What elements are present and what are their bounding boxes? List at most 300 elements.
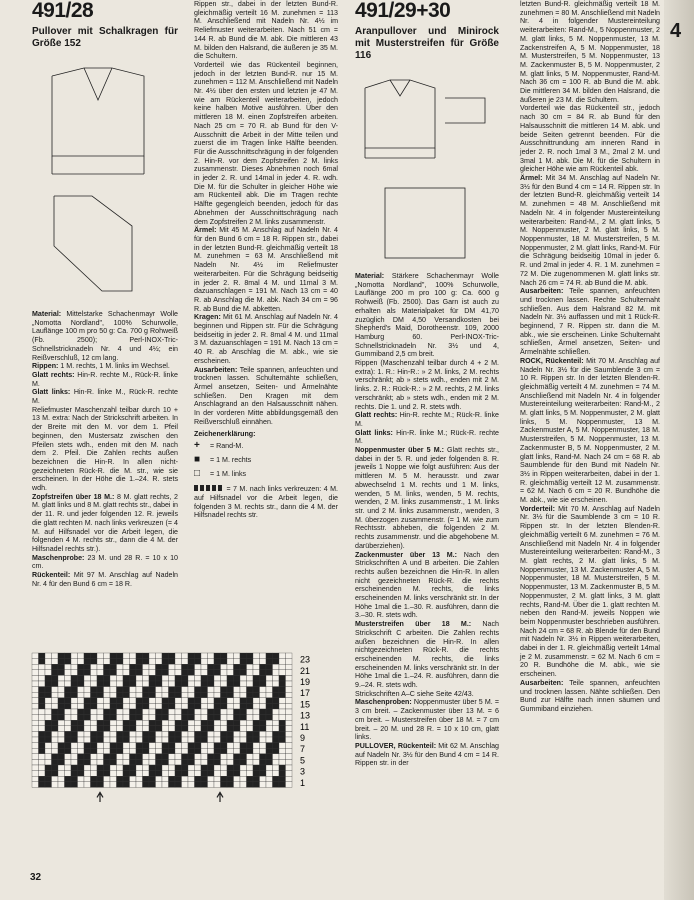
chart-cell xyxy=(84,782,91,788)
chart-cell xyxy=(130,659,137,665)
chart-cell xyxy=(208,743,215,749)
chart-cell xyxy=(52,759,59,765)
chart-cell xyxy=(45,659,52,665)
chart-cell xyxy=(234,776,241,782)
chart-cell xyxy=(65,692,72,698)
chart-cell xyxy=(286,687,293,693)
chart-cell xyxy=(195,771,202,777)
chart-cell xyxy=(84,720,91,726)
chart-cell xyxy=(227,670,234,676)
chart-cell xyxy=(214,731,221,737)
page-edge xyxy=(664,0,694,900)
right-paragraph: Musterstreifen über 18 M.: Nach Strickschrift C arbeiten. Die Zahlen rechts außen bezeichnen die Hin-R. In allen nichtgezeichneten Rück-R. die rechts erscheinenden M. rechts, die links erscheinenden M. links verschränkt str. In der Höhe 1mal die 1.–24. R. ausführen, dann die 9.–24. R. stets wdh. xyxy=(355,620,499,690)
chart-cell xyxy=(156,670,163,676)
chart-cell xyxy=(234,692,241,698)
chart-cell xyxy=(104,726,111,732)
chart-cell xyxy=(162,782,169,788)
chart-cell xyxy=(175,670,182,676)
chart-cell xyxy=(78,748,85,754)
chart-cell xyxy=(136,759,143,765)
chart-cell xyxy=(136,776,143,782)
chart-cell xyxy=(253,675,260,681)
chart-cell xyxy=(136,726,143,732)
chart-cell xyxy=(260,765,267,771)
chart-cell xyxy=(130,703,137,709)
chart-cell xyxy=(104,782,111,788)
chart-cell xyxy=(104,771,111,777)
legend-cable: = 7 M. nach links verkreuzen: 4 M. auf Hilfsnadel vor die Arbeit legen, die folgenden 3 M. rechts str., dann die 4 M. der Hilfsnadel rechts str. xyxy=(194,485,338,520)
chart-cell xyxy=(143,703,150,709)
chart-cell xyxy=(65,737,72,743)
chart-cell xyxy=(110,765,117,771)
chart-cell xyxy=(91,709,98,715)
chart-cell xyxy=(260,782,267,788)
left-paragraph: Material: Mittelstarke Schachenmayr Wolle „Nomotta Nordland", 100% Schurwolle, Lauflänge 100 m pro 50 g: Ca. 700 g Rohweiß (Fb. 2500); Perl-INOX-Tric-Schnellstricknadeln Nr. 4 und 4½; ein Reißverschluß, 12 cm lang. xyxy=(32,310,178,362)
chart-cell xyxy=(78,698,85,704)
chart-cell xyxy=(260,653,267,659)
chart-row-label: 21 xyxy=(300,665,311,676)
chart-cell xyxy=(273,776,280,782)
chart-cell xyxy=(273,782,280,788)
chart-cell xyxy=(182,715,189,721)
chart-cell xyxy=(123,765,130,771)
chart-cell xyxy=(214,675,221,681)
chart-cell xyxy=(117,709,124,715)
chart-cell xyxy=(52,664,59,670)
chart-cell xyxy=(58,776,65,782)
left-paragraph: Rippen: 1 M. rechts, 1 M. links im Wechsel. xyxy=(32,362,170,371)
chart-cell xyxy=(273,759,280,765)
chart-cell xyxy=(130,653,137,659)
chart-cell xyxy=(240,653,247,659)
chart-cell xyxy=(65,731,72,737)
chart-cell xyxy=(214,698,221,704)
chart-cell xyxy=(136,664,143,670)
chart-cell xyxy=(169,675,176,681)
chart-cell xyxy=(214,715,221,721)
chart-cell xyxy=(221,776,228,782)
chart-cell xyxy=(45,681,52,687)
chart-cell xyxy=(279,771,286,777)
chart-cell xyxy=(175,743,182,749)
chart-cell xyxy=(117,771,124,777)
chart-cell xyxy=(58,737,65,743)
chart-cell xyxy=(208,698,215,704)
chart-cell xyxy=(78,726,85,732)
chart-cell xyxy=(65,681,72,687)
chart-cell xyxy=(240,720,247,726)
chart-cell xyxy=(169,720,176,726)
chart-cell xyxy=(169,765,176,771)
chart-row-label: 7 xyxy=(300,744,306,755)
legend-title: Zeichenerklärung: xyxy=(194,430,256,439)
chart-cell xyxy=(266,726,273,732)
chart-cell xyxy=(227,659,234,665)
chart-row-label: 9 xyxy=(300,733,306,743)
chart-cell xyxy=(149,692,156,698)
chart-cell xyxy=(65,659,72,665)
chart-cell xyxy=(143,743,150,749)
chart-cell xyxy=(214,670,221,676)
chart-arrow xyxy=(97,792,103,802)
chart-cell xyxy=(214,771,221,777)
chart-cell xyxy=(52,653,59,659)
chart-cell xyxy=(123,698,130,704)
chart-cell xyxy=(266,687,273,693)
chart-cell xyxy=(273,754,280,760)
chart-cell xyxy=(91,653,98,659)
chart-cell xyxy=(162,726,169,732)
chart-cell xyxy=(208,754,215,760)
chart-cell xyxy=(45,759,52,765)
chart-cell xyxy=(182,670,189,676)
chart-cell xyxy=(136,743,143,749)
chart-cell xyxy=(260,670,267,676)
chart-cell xyxy=(240,759,247,765)
chart-cell xyxy=(130,687,137,693)
chart-cell xyxy=(273,703,280,709)
chart-cell xyxy=(32,731,39,737)
chart-cell xyxy=(84,675,91,681)
chart-cell xyxy=(221,659,228,665)
chart-cell xyxy=(45,782,52,788)
chart-cell xyxy=(188,698,195,704)
chart-cell xyxy=(136,703,143,709)
chart-cell xyxy=(208,726,215,732)
chart-cell xyxy=(52,737,59,743)
chart-cell xyxy=(234,720,241,726)
chart-cell xyxy=(32,771,39,777)
chart-cell xyxy=(188,659,195,665)
chart-cell xyxy=(78,664,85,670)
chart-cell xyxy=(39,720,46,726)
chart-cell xyxy=(234,698,241,704)
chart-cell xyxy=(208,715,215,721)
chart-cell xyxy=(240,776,247,782)
chart-cell xyxy=(266,670,273,676)
chart-cell xyxy=(97,703,104,709)
chart-cell xyxy=(78,765,85,771)
chart-cell xyxy=(195,659,202,665)
chart-cell xyxy=(175,720,182,726)
chart-cell xyxy=(162,653,169,659)
chart-cell xyxy=(182,759,189,765)
legend xyxy=(194,439,338,481)
chart-cell xyxy=(247,653,254,659)
chart-cell xyxy=(110,776,117,782)
chart-cell xyxy=(260,726,267,732)
chart-cell xyxy=(97,715,104,721)
chart-cell xyxy=(123,715,130,721)
chart-cell xyxy=(130,715,137,721)
chart-cell xyxy=(247,709,254,715)
chart-cell xyxy=(130,743,137,749)
chart-cell xyxy=(117,754,124,760)
chart-cell xyxy=(234,687,241,693)
chart-cell xyxy=(253,759,260,765)
chart-cell xyxy=(104,703,111,709)
chart-cell xyxy=(279,776,286,782)
chart-cell xyxy=(195,726,202,732)
chart-cell xyxy=(123,653,130,659)
chart-cell xyxy=(162,765,169,771)
chart-cell xyxy=(84,776,91,782)
chart-cell xyxy=(32,703,39,709)
chart-cell xyxy=(273,687,280,693)
chart-cell xyxy=(240,743,247,749)
chart-cell xyxy=(156,681,163,687)
chart-cell xyxy=(279,703,286,709)
chart-cell xyxy=(117,692,124,698)
chart-cell xyxy=(221,720,228,726)
chart-cell xyxy=(130,726,137,732)
chart-cell xyxy=(227,737,234,743)
chart-cell xyxy=(169,726,176,732)
left-paragraph: Rückenteil: Mit 97 M. Anschlag auf Nadeln Nr. 4 für den Bund 6 cm = 18 R. xyxy=(32,571,178,588)
chart-cell xyxy=(91,681,98,687)
pattern-title-right: Aranpullover und Minirock mit Musterstreifen für Größe 116 xyxy=(355,26,499,61)
chart-cell xyxy=(195,698,202,704)
chart-cell xyxy=(253,726,260,732)
chart-cell xyxy=(195,675,202,681)
chart-cell xyxy=(156,687,163,693)
chart-cell xyxy=(110,715,117,721)
chart-cell xyxy=(253,698,260,704)
chart-cell xyxy=(175,698,182,704)
chart-cell xyxy=(91,731,98,737)
chart-cell xyxy=(32,659,39,665)
chart-cell xyxy=(260,698,267,704)
chart-cell xyxy=(123,692,130,698)
chart-cell xyxy=(45,731,52,737)
middle-paragraph: Ärmel: Mit 45 M. Anschlag auf Nadeln Nr. 4 für den Bund 6 cm = 18 R. Rippen str., dabei in der letzten Bund-R. gleichmäßig verteilt 18 M. zunehmen = 63 M. Anschließend mit Nadeln Nr. 4½ im Reliefmuster weiterarbeiten. Für die Schrägung beidseitig in jeder 2. R. 8mal 4 M. und 11mal 3 M. dazuanschlagen = 191 M. Nach 13 cm = 40 R. ab Anschlag die M. abk. Nach 34 cm = 96 R. ab Bund die M. abketten. xyxy=(194,226,338,313)
chart-cell xyxy=(39,709,46,715)
chart-cell xyxy=(253,653,260,659)
chart-cell xyxy=(169,754,176,760)
chart-cell xyxy=(208,687,215,693)
chart-cell xyxy=(149,720,156,726)
chart-cell xyxy=(247,681,254,687)
chart-cell xyxy=(182,703,189,709)
chart-cell xyxy=(45,670,52,676)
chart-cell xyxy=(58,765,65,771)
chart-cell xyxy=(143,726,150,732)
chart-cell xyxy=(286,664,293,670)
chart-cell xyxy=(162,664,169,670)
chart-row-label: 1 xyxy=(300,777,306,788)
chart-cell xyxy=(65,776,72,782)
chart-cell xyxy=(279,715,286,721)
chart-cell xyxy=(227,771,234,777)
chart-cell xyxy=(143,759,150,765)
far-right-column xyxy=(520,0,660,714)
chart-cell xyxy=(221,698,228,704)
chart-cell xyxy=(32,670,39,676)
knitting-chart xyxy=(30,647,320,802)
chart-cell xyxy=(169,709,176,715)
chart-cell xyxy=(201,664,208,670)
chart-cell xyxy=(143,659,150,665)
chart-cell xyxy=(91,692,98,698)
legend-symbol: + xyxy=(194,439,200,451)
chart-cell xyxy=(175,703,182,709)
chart-row-label: 3 xyxy=(300,766,306,777)
chart-cell xyxy=(227,743,234,749)
chart-cell xyxy=(234,782,241,788)
chart-cell xyxy=(58,720,65,726)
chart-cell xyxy=(84,681,91,687)
chart-cell xyxy=(84,664,91,670)
chart-cell xyxy=(78,771,85,777)
chart-cell xyxy=(221,715,228,721)
chart-cell xyxy=(52,709,59,715)
chart-cell xyxy=(266,715,273,721)
chart-cell xyxy=(201,698,208,704)
chart-cell xyxy=(104,743,111,749)
chart-cell xyxy=(240,681,247,687)
chart-cell xyxy=(117,687,124,693)
chart-cell xyxy=(117,659,124,665)
chart-cell xyxy=(84,754,91,760)
chart-cell xyxy=(78,754,85,760)
chart-cell xyxy=(266,743,273,749)
chart-cell xyxy=(175,709,182,715)
chart-cell xyxy=(149,731,156,737)
chart-cell xyxy=(130,759,137,765)
chart-cell xyxy=(45,743,52,749)
chart-cell xyxy=(117,737,124,743)
chart-cell xyxy=(188,743,195,749)
chart-cell xyxy=(58,698,65,704)
chart-cell xyxy=(39,659,46,665)
chart-cell xyxy=(84,670,91,676)
chart-cell xyxy=(188,720,195,726)
chart-cell xyxy=(78,670,85,676)
chart-cell xyxy=(123,759,130,765)
chart-cell xyxy=(149,703,156,709)
chart-cell xyxy=(123,659,130,665)
far-right-paragraph: Ausarbeiten: Teile spannen, anfeuchten und trocknen lassen. Nähte schließen. Den Bund zur Hälfte nach innen säumen und Gummiband einziehen. xyxy=(520,678,660,713)
chart-cell xyxy=(247,748,254,754)
chart-cell xyxy=(240,765,247,771)
chart-cell xyxy=(266,653,273,659)
chart-cell xyxy=(279,782,286,788)
chart-cell xyxy=(247,726,254,732)
chart-cell xyxy=(208,759,215,765)
chart-cell xyxy=(104,659,111,665)
chart-cell xyxy=(97,670,104,676)
chart-cell xyxy=(71,759,78,765)
chart-cell xyxy=(130,765,137,771)
chart-cell xyxy=(58,782,65,788)
chart-cell xyxy=(97,675,104,681)
chart-cell xyxy=(39,703,46,709)
chart-cell xyxy=(286,692,293,698)
chart-cell xyxy=(110,731,117,737)
chart-cell xyxy=(97,698,104,704)
chart-cell xyxy=(195,754,202,760)
chart-cell xyxy=(123,776,130,782)
chart-cell xyxy=(240,726,247,732)
chart-cell xyxy=(136,698,143,704)
cable-symbol xyxy=(194,485,224,491)
chart-cell xyxy=(123,687,130,693)
right-paragraph: Glatt rechts: Hin-R. rechte M.; Rück-R. linke M. xyxy=(355,411,499,428)
chart-cell xyxy=(32,653,39,659)
chart-cell xyxy=(201,653,208,659)
chart-row-label: 17 xyxy=(300,688,311,699)
right-paragraph: Glatt links: Hin-R. linke M.; Rück-R. rechte M. xyxy=(355,428,499,446)
chart-cell xyxy=(266,675,273,681)
chart-cell xyxy=(227,759,234,765)
chart-cell xyxy=(247,698,254,704)
chart-cell xyxy=(65,670,72,676)
chart-cell xyxy=(71,748,78,754)
chart-cell xyxy=(188,731,195,737)
chart-cell xyxy=(253,703,260,709)
chart-cell xyxy=(71,737,78,743)
chart-row-label: 13 xyxy=(300,710,311,721)
chart-cell xyxy=(117,715,124,721)
chart-cell xyxy=(123,731,130,737)
chart-cell xyxy=(97,754,104,760)
chart-cell xyxy=(71,782,78,788)
chart-cell xyxy=(162,692,169,698)
chart-cell xyxy=(97,653,104,659)
chart-cell xyxy=(195,687,202,693)
chart-cell xyxy=(136,681,143,687)
chart-cell xyxy=(58,703,65,709)
chart-cell xyxy=(104,737,111,743)
chart-cell xyxy=(149,765,156,771)
chart-cell xyxy=(227,776,234,782)
chart-cell xyxy=(104,664,111,670)
chart-cell xyxy=(97,659,104,665)
chart-cell xyxy=(117,759,124,765)
chart-cell xyxy=(156,720,163,726)
chart-cell xyxy=(208,782,215,788)
chart-cell xyxy=(182,726,189,732)
chart-cell xyxy=(253,670,260,676)
chart-cell xyxy=(97,737,104,743)
chart-cell xyxy=(234,659,241,665)
chart-cell xyxy=(117,664,124,670)
chart-cell xyxy=(221,653,228,659)
chart-cell xyxy=(208,703,215,709)
chart-cell xyxy=(58,687,65,693)
chart-cell xyxy=(266,759,273,765)
chart-cell xyxy=(208,748,215,754)
chart-cell xyxy=(266,737,273,743)
chart-cell xyxy=(214,726,221,732)
chart-cell xyxy=(58,743,65,749)
chart-cell xyxy=(221,731,228,737)
chart-cell xyxy=(273,731,280,737)
chart-cell xyxy=(162,670,169,676)
left-paragraph: Glatt rechts: Hin-R. rechte M., Rück-R. linke M. xyxy=(32,370,178,388)
chart-cell xyxy=(52,675,59,681)
chart-cell xyxy=(188,759,195,765)
chart-cell xyxy=(286,776,293,782)
chart-cell xyxy=(97,720,104,726)
chart-cell xyxy=(260,692,267,698)
chart-cell xyxy=(201,687,208,693)
chart-cell xyxy=(188,765,195,771)
chart-cell xyxy=(78,681,85,687)
chart-cell xyxy=(188,754,195,760)
chart-cell xyxy=(84,743,91,749)
chart-cell xyxy=(182,664,189,670)
